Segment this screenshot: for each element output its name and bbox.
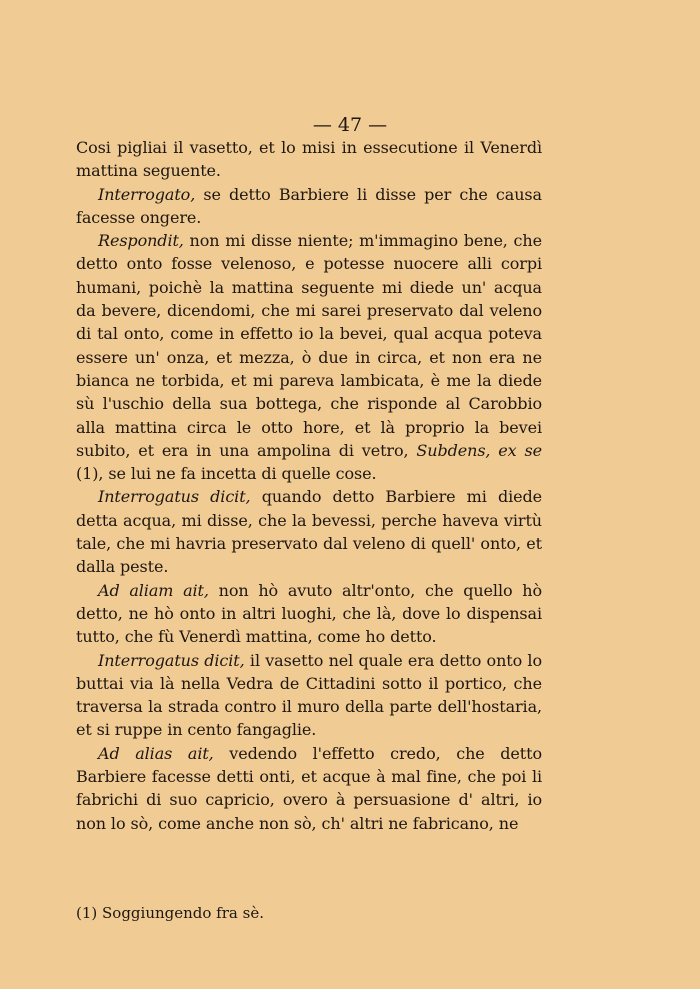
paragraph-4 (76, 485, 542, 578)
paragraph-text: non hò avuto altr'onto, che quello hò detto, ne hò onto in altri luoghi, che là, dove lo dispensai tutto, che fù Venerdì mattina, come ho detto. (76, 580, 542, 647)
paragraph-text: non mi disse niente; m'immagino bene, che detto onto fosse velenoso, e potesse nuocere alli corpi humani, poichè la mattina seguente mi diede un' acqua da bevere, dicendomi, che mi sarei preservato dal veleno di tal onto, come in effetto io la bevei, qual acqua poteva essere un' onza, et mezza, ò due in circa, et non era ne bianca ne torbida, et mi pareva lambicata, è me la diede sù l'uschio della sua bottega, che risponde al Carobbio alla mattina circa le otto hore, et là proprio la bevei subito, et era in una ampolina di vetro, (76, 231, 542, 460)
paragraph-1 (76, 136, 542, 183)
paragraph-lead: Ad alias ait, (98, 743, 214, 763)
paragraph-3 (76, 229, 542, 485)
paragraph-5 (76, 579, 542, 649)
paragraph-7 (76, 742, 542, 835)
page-number: — 47 — (312, 114, 388, 136)
page-body-text (76, 136, 542, 835)
footnote-marker: (1) (76, 464, 99, 484)
paragraph-lead: Interrogato, (98, 184, 196, 204)
paragraph-6 (76, 649, 542, 742)
paragraph-text: se detto Barbiere li disse per che causa facesse ongere. (76, 184, 542, 227)
paragraph-text: vedendo l'effetto credo, che detto Barbiere facesse detti onti, et acque à mal fine, che poi li fabrichi di suo capricio, overo à persuasione d' altri, io non lo sò, come anche non sò, ch' altri ne fabricano, ne (76, 743, 542, 833)
paragraph-lead: Interrogatus dicit, (98, 487, 251, 507)
paragraph-lead: Respondit, (98, 231, 184, 251)
paragraph-italic-aside: Subdens, ex se (416, 440, 542, 460)
paragraph-text: Cosi pigliai il vasetto, et lo misi in essecutione il Venerdì mattina seguente. (76, 138, 542, 181)
paragraph-tail: , se lui ne fa incetta di quelle cose. (98, 464, 377, 484)
paragraph-text: il vasetto nel quale era detto onto lo buttai via là nella Vedra de Cittadini sotto il portico, che traversa la strada contro il muro della parte dell'hostaria, et si ruppe in cento fangaglie. (76, 650, 542, 740)
paragraph-lead: Ad aliam ait, (98, 580, 209, 600)
footnote: (1) Soggiungendo fra sè. (76, 904, 264, 922)
paragraph-2 (76, 183, 542, 230)
paragraph-text: quando detto Barbiere mi diede detta acqua, mi disse, che la bevessi, perche haveva virtù tale, che mi havria preservato dal veleno di quell' onto, et dalla peste. (76, 487, 542, 577)
paragraph-lead: Interrogatus dicit, (98, 650, 245, 670)
